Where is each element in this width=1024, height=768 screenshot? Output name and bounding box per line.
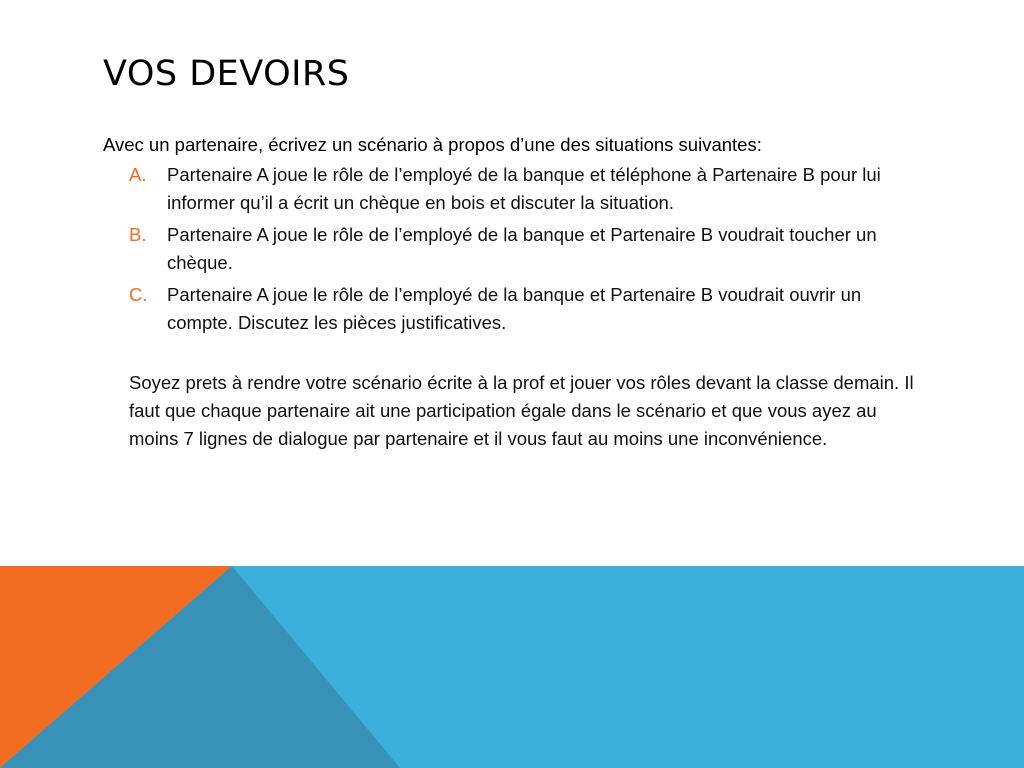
closing-paragraph: Soyez prets à rendre votre scénario écrite à la prof et jouer vos rôles devant la classe demain. Il faut que chaque partenaire ait une participation égale dans le scénario et que vous ayez au moins 7 lignes de dialogue par partenaire et il vous faut au moins une inconvénience. [129, 372, 914, 449]
situation-text-c: Partenaire A joue le rôle de l’employé de la banque et Partenaire B voudrait ouvrir un compte. Discutez les pièces justificatives. [167, 284, 862, 333]
situation-text-b: Partenaire A joue le rôle de l’employé de la banque et Partenaire B voudrait toucher un chèque. [167, 224, 877, 273]
instructions-intro: Avec un partenaire, écrivez un scénario à propos d’une des situations suivantes: [103, 134, 762, 155]
situation-text-a: Partenaire A joue le rôle de l’employé de la banque et téléphone à Partenaire B pour lui informer qu’il a écrit un chèque en bois et discuter la situation. [167, 164, 881, 213]
situation-marker-b: B. [129, 224, 147, 245]
slide-title: VOS DEVOIRS [103, 54, 350, 94]
situation-marker-c: C. [129, 284, 148, 305]
decorative-footer-band [0, 566, 1024, 768]
situation-item-a [129, 161, 929, 217]
situation-list [129, 161, 929, 341]
situation-marker-a: A. [129, 164, 147, 185]
situation-item-b [129, 221, 929, 277]
situation-item-c [129, 281, 929, 337]
